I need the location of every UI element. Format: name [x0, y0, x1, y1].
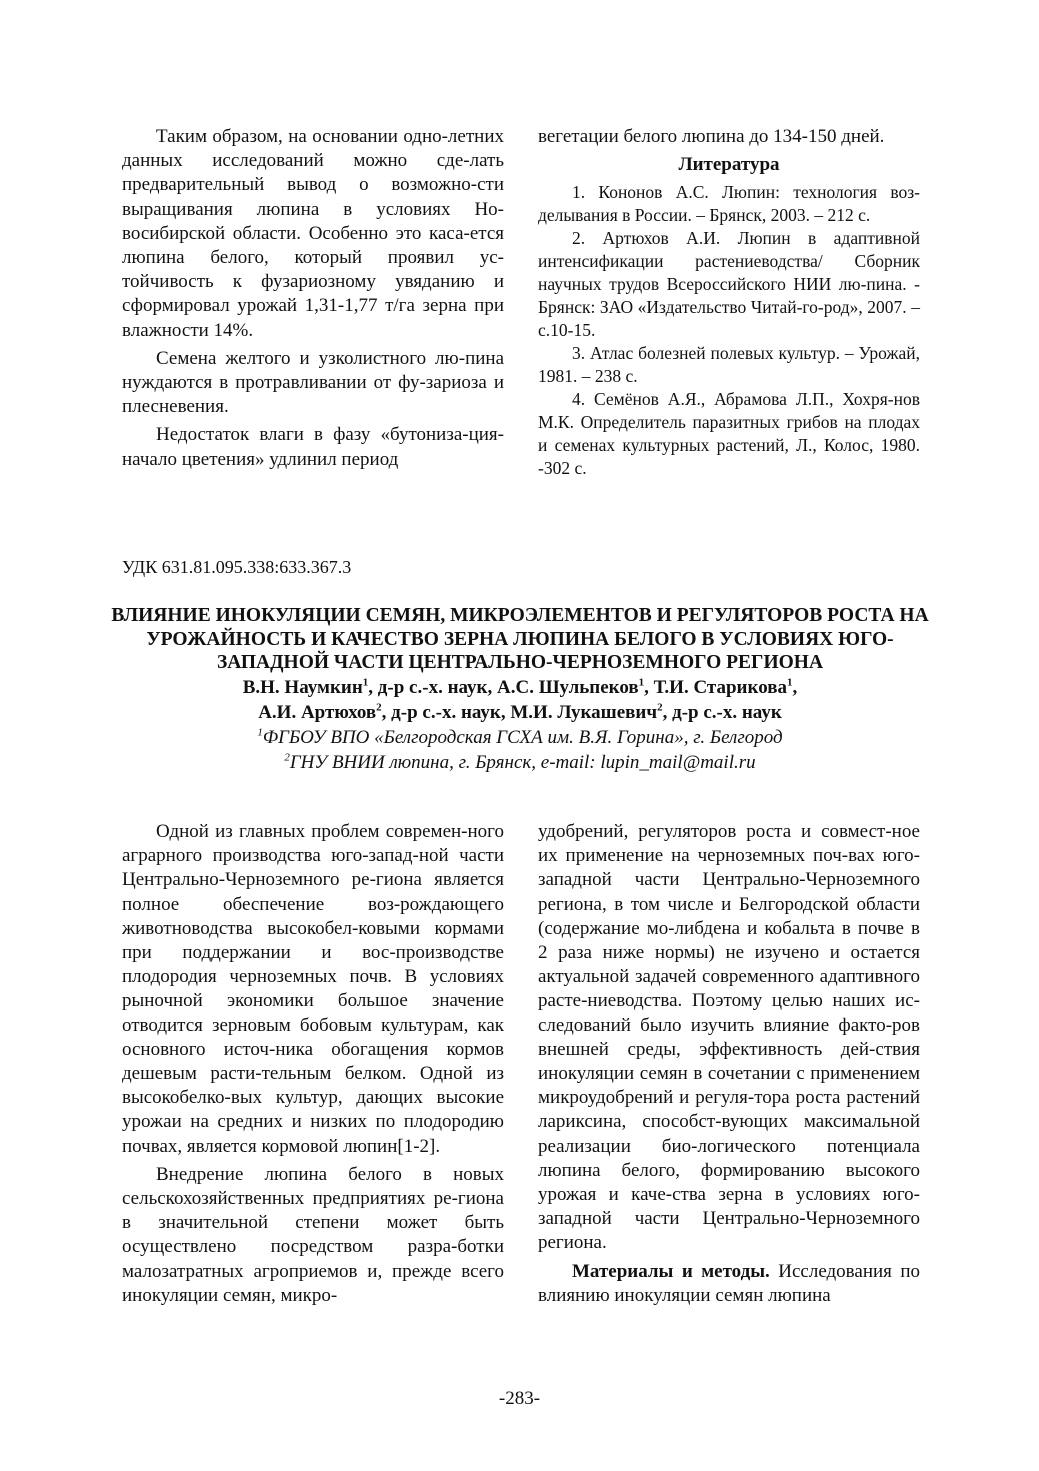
author-sup: 1	[638, 676, 645, 689]
affiliation-text: ГНУ ВНИИ люпина, г. Брянск, e-mail: lupin_mail@mail.ru	[289, 751, 756, 773]
affiliation	[100, 725, 940, 750]
affiliation-sup: 1	[257, 726, 263, 739]
bottom-left-column	[122, 820, 504, 1308]
literature-heading: Литература	[678, 154, 780, 176]
affiliation-sup: 2	[284, 751, 290, 764]
author-sup: 1	[787, 676, 793, 689]
paragraph: Семена желтого и узколистного лю-пина нуждаются в протравливании от фу-зариоза и плесневения.	[122, 347, 504, 418]
affiliation-text: ФГБОУ ВПО «Белгородская ГСХА им. В.Я. Горина», г. Белгород	[262, 726, 783, 748]
author-name: Т.И. Старикова	[653, 676, 787, 698]
paragraph: Таким образом, на основании одно-летних данных исследований можно сде-лать предварительный вывод о возможно-сти выращивания люпина в условиях Но-восибирской области. Особенно это каса-ется люпина белого, который проявил ус-тойчивость к фузариозному увяданию и сформировал урожай 1,31-1,77 т/га зерна при влажности 14%.	[122, 126, 504, 341]
author-name: В.Н. Наумкин	[242, 676, 363, 698]
methods-paragraph	[538, 1260, 920, 1308]
methods-text: Исследования по влиянию инокуляции семян люпина	[538, 1260, 920, 1306]
author-sup: 2	[376, 701, 382, 714]
authors-line-2	[100, 700, 940, 725]
top-left-column	[122, 125, 504, 472]
affiliation	[100, 750, 940, 775]
author-name: М.И. Лукашевич	[510, 701, 658, 723]
author-name: А.И. Артюхов	[258, 701, 377, 723]
author-sup: 2	[657, 701, 663, 714]
paragraph: Одной из главных проблем современ-ного аграрного производства юго-запад-ной части Центрально-Черноземного ре-гиона является полное обеспечение воз-рождающего животноводства высокобел-ковыми кормами при поддержании и вос-производстве плодородия черноземных почв. В условиях рыночной экономики большое значение отводится зерновым бобовым культурам, как основного источ-ника обогащения кормов дешевым расти-тельным белком. Одной из высокобелко-вых культур, дающих высокие урожаи на средних и низких по плодородию почвах, является кормовой люпин[1-2].	[122, 821, 504, 1157]
udk-code: УДК 631.81.095.338:633.367.3	[122, 557, 352, 577]
reference-item: 4. Семёнов А.Я., Абрамова Л.П., Хохря-нов М.К. Определитель паразитных грибов на плодах и семенах культурных растений, Л., Колос, 1980. -302 с.	[538, 389, 920, 479]
reference-item: 3. Атлас болезней полевых культур. – Урожай, 1981. – 238 с.	[538, 343, 920, 387]
author-sup: 1	[362, 676, 369, 689]
reference-item: 2. Артюхов А.И. Люпин в адаптивной интенсификации растениеводства/ Сборник научных трудов Всероссийского НИИ лю-пина. - Брянск: ЗАО «Издательство Читай-го-род», 2007. – с.10-15.	[538, 228, 920, 341]
paragraph-continuation: вегетации белого люпина до 134-150 дней.	[538, 126, 885, 147]
methods-label: Материалы и методы.	[572, 1260, 770, 1282]
article-title: ВЛИЯНИЕ ИНОКУЛЯЦИИ СЕМЯН, МИКРОЭЛЕМЕНТОВ И РЕГУЛЯТОРОВ РОСТА НА УРОЖАЙНОСТЬ И КАЧЕСТВО ЗЕРНА ЛЮПИНА БЕЛОГО В УСЛОВИЯХ ЮГО-ЗАПАДНОЙ ЧАСТИ ЦЕНТРАЛЬНО-ЧЕРНОЗЕМНОГО РЕГИОНА	[111, 605, 929, 673]
paragraph: Недостаток влаги в фазу «бутониза-ция-начало цветения» удлинил период	[122, 424, 504, 470]
top-right-column	[538, 125, 920, 480]
reference-item: 1. Кононов А.С. Люпин: технология воз-делывания в России. – Брянск, 2003. – 212 с.	[538, 182, 920, 226]
page-number: -283-	[498, 1388, 541, 1409]
paragraph: удобрений, регуляторов роста и совмест-ное их применение на черноземных поч-вах юго-западной части Центрально-Черноземного региона, в том числе и Белгородской области (содержание мо-либдена и кобальта в почве в 2 раза ниже нормы) не изучено и остается актуальной задачей современного адаптивного расте-ниеводства. Поэтому целью наших ис-следований было изучить влияние факто-ров внешней среды, эффективность дей-ствия инокуляции семян в сочетании с применением микроудобрений и регуля-тора роста растений лариксина, способст-вующих максимальной реализации био-логического потенциала люпина белого, формированию высокого урожая и каче-ства зерна в условиях юго-западной части Центрально-Черноземного региона.	[538, 821, 920, 1254]
author-name: А.С. Шульпеков	[497, 676, 639, 698]
author-degree: , д-р с.-х. наук,	[381, 701, 511, 723]
author-degree: , д-р с.-х. наук	[662, 701, 782, 723]
article-header	[100, 604, 940, 775]
authors-line-1	[100, 675, 940, 700]
author-degree: ,	[792, 676, 798, 698]
author-degree: ,	[644, 676, 654, 698]
author-degree: , д-р с.-х. наук,	[368, 676, 497, 698]
paragraph: Внедрение люпина белого в новых сельскохозяйственных предприятиях ре-гиона в значительной степени может быть осуществлено посредством разра-ботки малозатратных агроприемов и, прежде всего инокуляции семян, микро-	[122, 1163, 504, 1306]
bottom-right-column	[538, 820, 920, 1308]
